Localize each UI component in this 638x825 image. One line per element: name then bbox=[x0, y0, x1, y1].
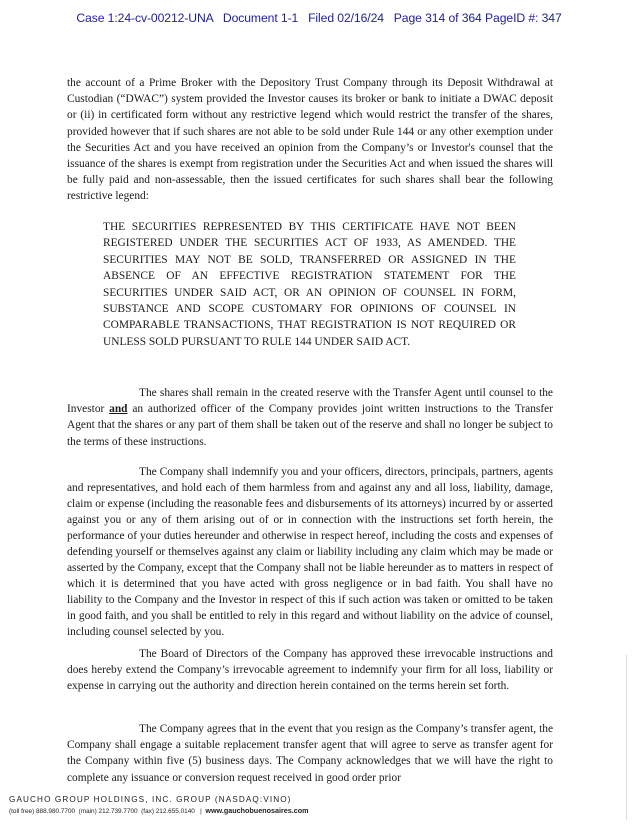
paragraph-resignation: The Company agrees that in the event that you resign as the Company’s transfer agent, the Company shall engage a suitable replacement transfer agent that will agree to serve as transfer agent for the Company within five (5) business days. The Company acknowledges that we will have the right to complete any issuance or conversion request received in good order prior bbox=[67, 723, 553, 784]
footer-company-name: GAUCHO GROUP HOLDINGS, INC. GROUP (NASDAQ:VINO) bbox=[9, 795, 292, 804]
restrictive-legend: THE SECURITIES REPRESENTED BY THIS CERTIFICATE HAVE NOT BEEN REGISTERED UNDER THE SECURITIES ACT OF 1933, AS AMENDED. THE SECURITIES MAY NOT BE SOLD, TRANSFERRED OR ASSIGNED IN THE ABSENCE OF AN EFFECTIVE REGISTRATION STATEMENT FOR THE SECURITIES UNDER SAID ACT, OR AN OPINION OF COUNSEL IN FORM, SUBSTANCE AND SCOPE CUSTOMARY FOR OPINIONS OF COUNSEL IN COMPARABLE TRANSACTIONS, THAT REGISTRATION IS NOT REQUIRED OR UNLESS SOLD PURSUANT TO RULE 144 UNDER SAID ACT. bbox=[103, 221, 516, 348]
footer-phone-numbers: (toll free) 888.980.7700 (main) 212.739.7700 (fax) 212.655.0140 | bbox=[9, 808, 206, 815]
paragraph-indemnify: The Company shall indemnify you and your officers, directors, principals, partners, agents and representatives, and hold each of them harmless from and against any and all loss, liability, damage, claim or expense (including the reasonable fees and disbursements of its attorneys) incurred by or asserted against you or any of them arising out of or in connection with the instructions set forth herein, the performance of your duties hereunder and otherwise in respect hereof, including the costs and expenses of defending yourself or themselves against any claim or liability including any claim which may be made or asserted by the Company, except that the Company shall not be liable hereunder as to matters in respect of which it is determined that you have acted with gross negligence or in bad faith. You shall have no liability to the Company and the Investor in respect of this if such action was taken or omitted to be taken in good faith, and you shall be entitled to rely in this regard and without liability on the advice of counsel, including counsel selected by you. bbox=[67, 466, 553, 638]
reserve-text-before: The shares shall remain in the created reserve with the Transfer Agent until counsel to the Investor bbox=[67, 387, 553, 416]
paragraph-reserve bbox=[67, 385, 553, 450]
scan-artifact-line bbox=[626, 655, 627, 820]
reserve-text-after: an authorized officer of the Company provides joint written instructions to the Transfer Agent that the shares or any part of them shall be taken out of the reserve and shall no longer be subject to the terms of these instructions. bbox=[67, 403, 553, 448]
footer-contact bbox=[9, 806, 309, 815]
case-header: Case 1:24-cv-00212-UNA Document 1-1 Filed 02/16/24 Page 314 of 364 PageID #: 347 bbox=[76, 11, 562, 25]
paragraph-board-approval: The Board of Directors of the Company has approved these irrevocable instructions and does hereby extend the Company’s irrevocable agreement to indemnify your firm for all loss, liability or expense in carrying out the authority and direction herein contained on the terms herein set forth. bbox=[67, 648, 553, 693]
paragraph-dwac-delivery: the account of a Prime Broker with the Depository Trust Company through its Deposit Withdrawal at Custodian (“DWAC”) system provided the Investor causes its broker or bank to initiate a DWAC deposit or (ii) in certificated form without any restrictive legend which would restrict the transfer of the shares, provided however that if such shares are not able to be sold under Rule 144 or any other exemption under the Securities Act and you have received an opinion from the Company’s or Investor's counsel that the issuance of the shares is exempt from registration under the Securities Act and when issued the shares will be fully paid and non-assessable, then the issued certificates for such shares shall bear the following restrictive legend: bbox=[67, 77, 553, 203]
emphasis-and: and bbox=[109, 403, 128, 416]
footer-website-link[interactable]: www.gauchobuenosaires.com bbox=[205, 806, 309, 815]
